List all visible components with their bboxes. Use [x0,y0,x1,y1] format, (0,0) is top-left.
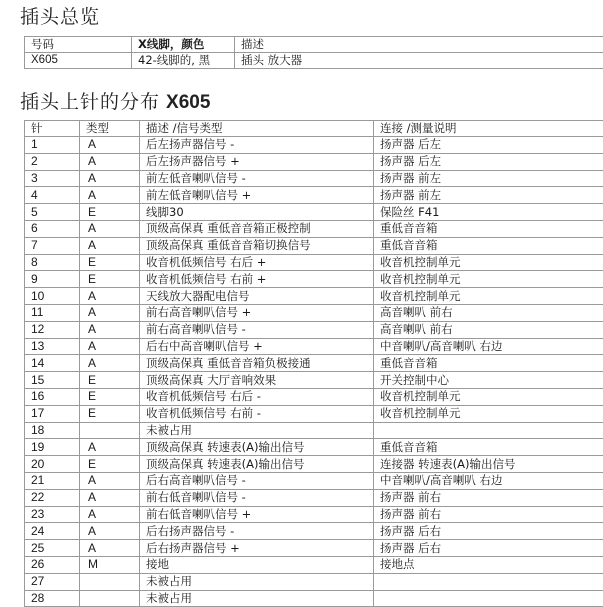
pin-cell-connection: 高音喇叭 前右 [374,304,603,321]
pin-cell-type: A [80,170,140,187]
pin-cell-connection: 中音喇叭/高音喇叭 右边 [374,472,603,489]
pin-cell-connection [374,590,603,607]
pin-cell-pin: 2 [25,153,80,170]
pin-cell-description: 未被占用 [140,422,374,439]
pin-cell-type: E [80,254,140,271]
pin-cell-type: A [80,153,140,170]
overview-header-pin-color: X线脚，颜色 [132,37,235,53]
pin-cell-type: A [80,187,140,204]
pin-cell-type: A [80,304,140,321]
pin-cell-connection: 扬声器 前左 [374,170,603,187]
pin-row [25,355,603,372]
pin-row [25,489,603,506]
overview-header-description: 描述 [235,37,603,53]
pin-cell-description: 天线放大器配电信号 [140,288,374,305]
pin-cell-type: A [80,506,140,523]
pin-cell-description: 前左低音喇叭信号 - [140,170,374,187]
pin-cell-pin: 14 [25,355,80,372]
pin-header-description: 描述 /信号类型 [140,121,374,137]
pin-cell-pin: 5 [25,204,80,221]
overview-cell-number: X605 [25,53,132,69]
pin-cell-type: M [80,556,140,573]
pin-cell-description: 前右高音喇叭信号 - [140,321,374,338]
pin-cell-type: A [80,237,140,254]
pin-cell-connection: 重低音音箱 [374,355,603,372]
pin-row [25,338,603,355]
pin-cell-description: 顶级高保真 重低音音箱负极接通 [140,355,374,372]
pin-cell-connection: 扬声器 后左 [374,153,603,170]
pin-cell-connection: 中音喇叭/高音喇叭 右边 [374,338,603,355]
pin-cell-connection: 扬声器 前左 [374,187,603,204]
pin-cell-connection: 扬声器 前右 [374,489,603,506]
pin-table [24,120,603,607]
pin-row [25,372,603,389]
overview-table [24,36,603,69]
pin-cell-pin: 22 [25,489,80,506]
pin-cell-description: 后右中高音喇叭信号 + [140,338,374,355]
overview-cell-description: 插头 放大器 [235,53,603,69]
pin-row [25,422,603,439]
overview-header-number: 号码 [25,37,132,53]
pin-cell-connection: 开关控制中心 [374,372,603,389]
pins-heading [20,87,210,114]
pin-cell-connection [374,573,603,590]
pin-cell-connection: 扬声器 前右 [374,506,603,523]
pin-cell-type: A [80,489,140,506]
pin-cell-connection: 收音机控制单元 [374,388,603,405]
pin-row [25,237,603,254]
pin-cell-type [80,573,140,590]
pin-cell-connection: 接地点 [374,556,603,573]
pin-header-connection: 连接 /测量说明 [374,121,603,137]
pin-cell-connection [374,422,603,439]
pin-cell-description: 接地 [140,556,374,573]
pin-row [25,540,603,557]
pin-cell-pin: 19 [25,439,80,456]
pin-cell-description: 后左扬声器信号 + [140,153,374,170]
pin-row [25,472,603,489]
pin-row [25,573,603,590]
pin-header-pin: 针 [25,121,80,137]
pin-cell-type [80,422,140,439]
pin-cell-description: 前右低音喇叭信号 + [140,506,374,523]
pin-cell-connection: 扬声器 后右 [374,523,603,540]
pin-cell-connection: 收音机控制单元 [374,405,603,422]
pin-cell-pin: 25 [25,540,80,557]
pin-cell-description: 后右扬声器信号 - [140,523,374,540]
pin-cell-pin: 11 [25,304,80,321]
pin-cell-connection: 收音机控制单元 [374,271,603,288]
pins-heading-text: 插头上针的分布 [20,91,161,113]
overview-row [25,53,603,69]
pin-cell-type: A [80,137,140,154]
pin-row [25,556,603,573]
pin-cell-connection: 收音机控制单元 [374,254,603,271]
pins-heading-code: X605 [166,92,211,113]
pin-cell-pin: 20 [25,456,80,473]
pin-cell-pin: 26 [25,556,80,573]
pin-cell-pin: 3 [25,170,80,187]
pin-cell-description: 顶级高保真 转速表(A)输出信号 [140,439,374,456]
pin-row [25,388,603,405]
pin-cell-type: E [80,405,140,422]
pin-cell-pin: 28 [25,590,80,607]
pin-cell-description: 顶级高保真 转速表(A)输出信号 [140,456,374,473]
pin-cell-pin: 24 [25,523,80,540]
pin-cell-pin: 4 [25,187,80,204]
pin-cell-type: E [80,388,140,405]
pin-cell-connection: 扬声器 后右 [374,540,603,557]
pin-cell-connection: 连接器 转速表(A)输出信号 [374,456,603,473]
pin-row [25,271,603,288]
pin-cell-pin: 9 [25,271,80,288]
pin-table-header [25,121,603,137]
pin-cell-pin: 21 [25,472,80,489]
pin-cell-description: 未被占用 [140,590,374,607]
pin-cell-type: E [80,271,140,288]
pin-cell-type: E [80,456,140,473]
pin-cell-type: A [80,288,140,305]
pin-cell-pin: 6 [25,220,80,237]
pin-cell-description: 前右低音喇叭信号 - [140,489,374,506]
pin-cell-description: 收音机低频信号 右后 + [140,254,374,271]
pin-cell-type [80,590,140,607]
pin-cell-description: 未被占用 [140,573,374,590]
overview-header-row [25,37,603,53]
pin-cell-pin: 17 [25,405,80,422]
pin-cell-description: 后左扬声器信号 - [140,137,374,154]
pin-cell-type: A [80,540,140,557]
pin-row [25,254,603,271]
pin-row [25,204,603,221]
pin-cell-pin: 16 [25,388,80,405]
pin-cell-description: 前右高音喇叭信号 + [140,304,374,321]
pin-cell-type: E [80,204,140,221]
pin-row [25,153,603,170]
pin-cell-connection: 重低音音箱 [374,220,603,237]
pin-cell-type: E [80,372,140,389]
pin-row [25,590,603,607]
pin-cell-type: A [80,439,140,456]
pin-cell-pin: 15 [25,372,80,389]
pin-cell-description: 收音机低频信号 右前 + [140,271,374,288]
pin-row [25,187,603,204]
pin-cell-connection: 保险丝 F41 [374,204,603,221]
pin-cell-pin: 1 [25,137,80,154]
pin-row [25,439,603,456]
pin-cell-pin: 8 [25,254,80,271]
pin-cell-pin: 23 [25,506,80,523]
overview-cell-pin-color: 42-线脚的, 黑 [132,53,235,69]
pin-cell-type: A [80,472,140,489]
pin-cell-description: 顶级高保真 重低音音箱切换信号 [140,237,374,254]
pin-cell-pin: 27 [25,573,80,590]
pin-row [25,304,603,321]
pin-row [25,137,603,154]
pin-cell-type: A [80,355,140,372]
pin-cell-description: 顶级高保真 大厅音响效果 [140,372,374,389]
pin-cell-pin: 18 [25,422,80,439]
pin-row [25,523,603,540]
pin-row [25,405,603,422]
pin-cell-description: 后右扬声器信号 + [140,540,374,557]
pin-cell-description: 收音机低频信号 右前 - [140,405,374,422]
pin-cell-pin: 13 [25,338,80,355]
pin-cell-pin: 7 [25,237,80,254]
pin-cell-connection: 扬声器 后左 [374,137,603,154]
pin-row [25,288,603,305]
pin-cell-type: A [80,220,140,237]
pin-header-type: 类型 [80,121,140,137]
pin-cell-connection: 高音喇叭 前右 [374,321,603,338]
pin-cell-description: 后右高音喇叭信号 - [140,472,374,489]
pin-row [25,506,603,523]
pin-row [25,170,603,187]
pin-cell-type: A [80,338,140,355]
pin-cell-type: A [80,321,140,338]
pin-cell-type: A [80,523,140,540]
pin-cell-pin: 12 [25,321,80,338]
pin-cell-connection: 重低音音箱 [374,237,603,254]
pin-cell-connection: 重低音音箱 [374,439,603,456]
pin-cell-description: 前左低音喇叭信号 + [140,187,374,204]
pin-cell-description: 收音机低频信号 右后 - [140,388,374,405]
pin-cell-pin: 10 [25,288,80,305]
pin-cell-description: 线脚30 [140,204,374,221]
pin-row [25,321,603,338]
overview-heading: 插头总览 [20,6,101,28]
pin-row [25,220,603,237]
pin-cell-description: 顶级高保真 重低音音箱正极控制 [140,220,374,237]
pin-row [25,456,603,473]
pin-cell-connection: 收音机控制单元 [374,288,603,305]
